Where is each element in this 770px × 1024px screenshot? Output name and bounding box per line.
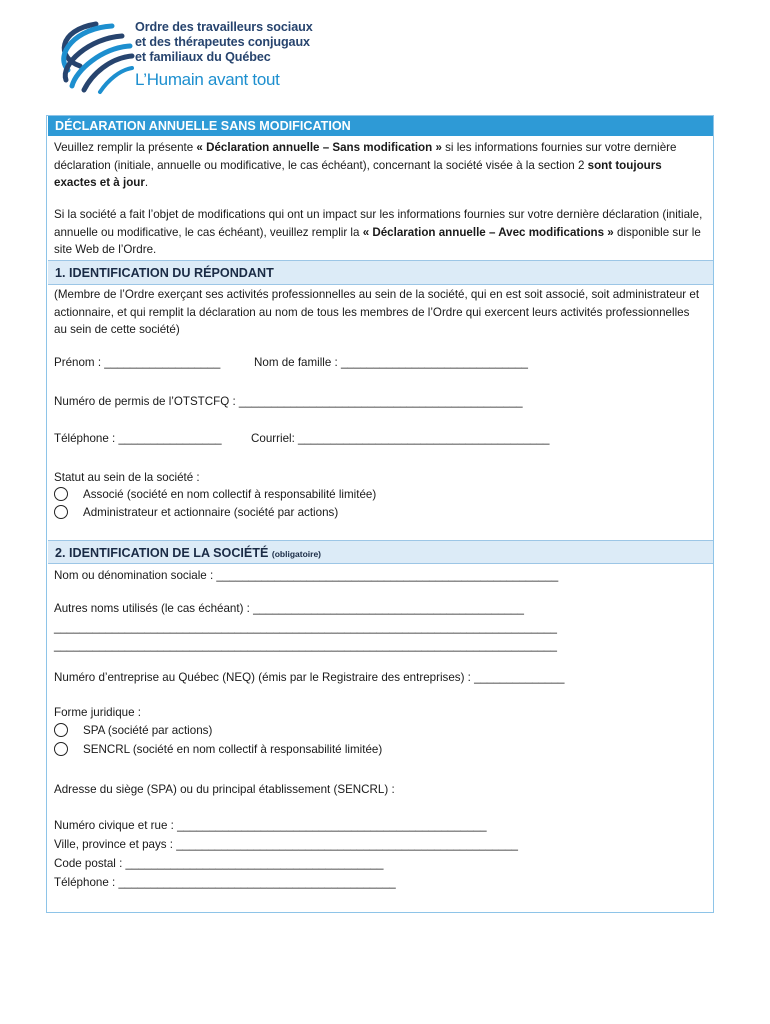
forme-juridique-label: Forme juridique : xyxy=(54,706,141,719)
section2-required-note: (obligatoire) xyxy=(271,549,322,559)
statut-associe-radio[interactable] xyxy=(54,487,68,501)
section2-title: 2. IDENTIFICATION DE LA SOCIÉTÉ (obligatoire) xyxy=(48,540,713,564)
prenom-field[interactable]: Prénom : __________________ xyxy=(54,356,221,369)
societe-telephone-field[interactable]: Téléphone : ___________________________________________ xyxy=(54,876,396,889)
org-tagline: L’Humain avant tout xyxy=(135,70,280,89)
numero-civique-field[interactable]: Numéro civique et rue : ________________________________________________ xyxy=(54,819,487,832)
autres-noms-field[interactable]: Autres noms utilisés (le cas échéant) : __________________________________________ xyxy=(54,602,524,615)
statut-administrateur-label: Administrateur et actionnaire (société par actions) xyxy=(83,506,339,519)
permis-field[interactable]: Numéro de permis de l’OTSTCFQ : ____________________________________________ xyxy=(54,395,523,408)
telephone-field[interactable]: Téléphone : ________________ xyxy=(54,432,222,445)
intro-paragraph-1: Veuillez remplir la présente « Déclaration annuelle – Sans modification » si les informations fournies sur votre dernière déclaration (initiale, annuelle ou modificative, le cas échéant), concernant la société visée à la section 2 sont toujours exactes et à jour. xyxy=(54,141,677,189)
intro-title: DÉCLARATION ANNUELLE SANS MODIFICATION xyxy=(48,116,713,136)
statut-label: Statut au sein de la société : xyxy=(54,471,200,484)
forme-spa-label: SPA (société par actions) xyxy=(83,724,213,737)
statut-associe-label: Associé (société en nom collectif à responsabilité limitée) xyxy=(83,488,377,501)
autres-noms-line3[interactable]: ______________________________________________________________________________ xyxy=(54,639,557,652)
section1-title: 1. IDENTIFICATION DU RÉPONDANT xyxy=(48,260,713,285)
forme-spa-radio[interactable] xyxy=(54,723,68,737)
forme-sencrl-label: SENCRL (société en nom collectif à responsabilité limitée) xyxy=(83,743,383,756)
denomination-sociale-field[interactable]: Nom ou dénomination sociale : _____________________________________________________ xyxy=(54,569,559,582)
intro-paragraph-2: Si la société a fait l’objet de modifications qui ont un impact sur les informations fournies sur votre dernière déclaration (initiale, annuelle ou modificative, le cas échéant), veuillez remplir la « Déclaration annuelle – Avec modifications » disponible sur le site Web de l’Ordre. xyxy=(54,208,703,256)
org-name-line2: et des thérapeutes conjugaux xyxy=(135,35,310,49)
adresse-label: Adresse du siège (SPA) ou du principal établissement (SENCRL) : xyxy=(54,783,395,796)
courriel-field[interactable]: Courriel: _______________________________________ xyxy=(251,432,550,445)
neq-field[interactable]: Numéro d’entreprise au Québec (NEQ) (émis par le Registraire des entreprises) : ______________ xyxy=(54,671,565,684)
statut-administrateur-radio[interactable] xyxy=(54,505,68,519)
autres-noms-line2[interactable]: ______________________________________________________________________________ xyxy=(54,621,557,634)
section1-description: (Membre de l’Ordre exerçant ses activités professionnelles au sein de la société, qui en est soit associé, soit administrateur et actionnaire, et qui remplit la déclaration au nom de tous les membres de l’Ordre qui exercent leurs activités professionnelles au sein de cette société) xyxy=(54,288,700,336)
code-postal-field[interactable]: Code postal : ________________________________________ xyxy=(54,857,384,870)
forme-sencrl-radio[interactable] xyxy=(54,742,68,756)
nom-famille-field[interactable]: Nom de famille : _____________________________ xyxy=(254,356,528,369)
org-name-line3: et familiaux du Québec xyxy=(135,50,271,64)
org-name-line1: Ordre des travailleurs sociaux xyxy=(135,20,313,34)
ville-field[interactable]: Ville, province et pays : _____________________________________________________ xyxy=(54,838,518,851)
